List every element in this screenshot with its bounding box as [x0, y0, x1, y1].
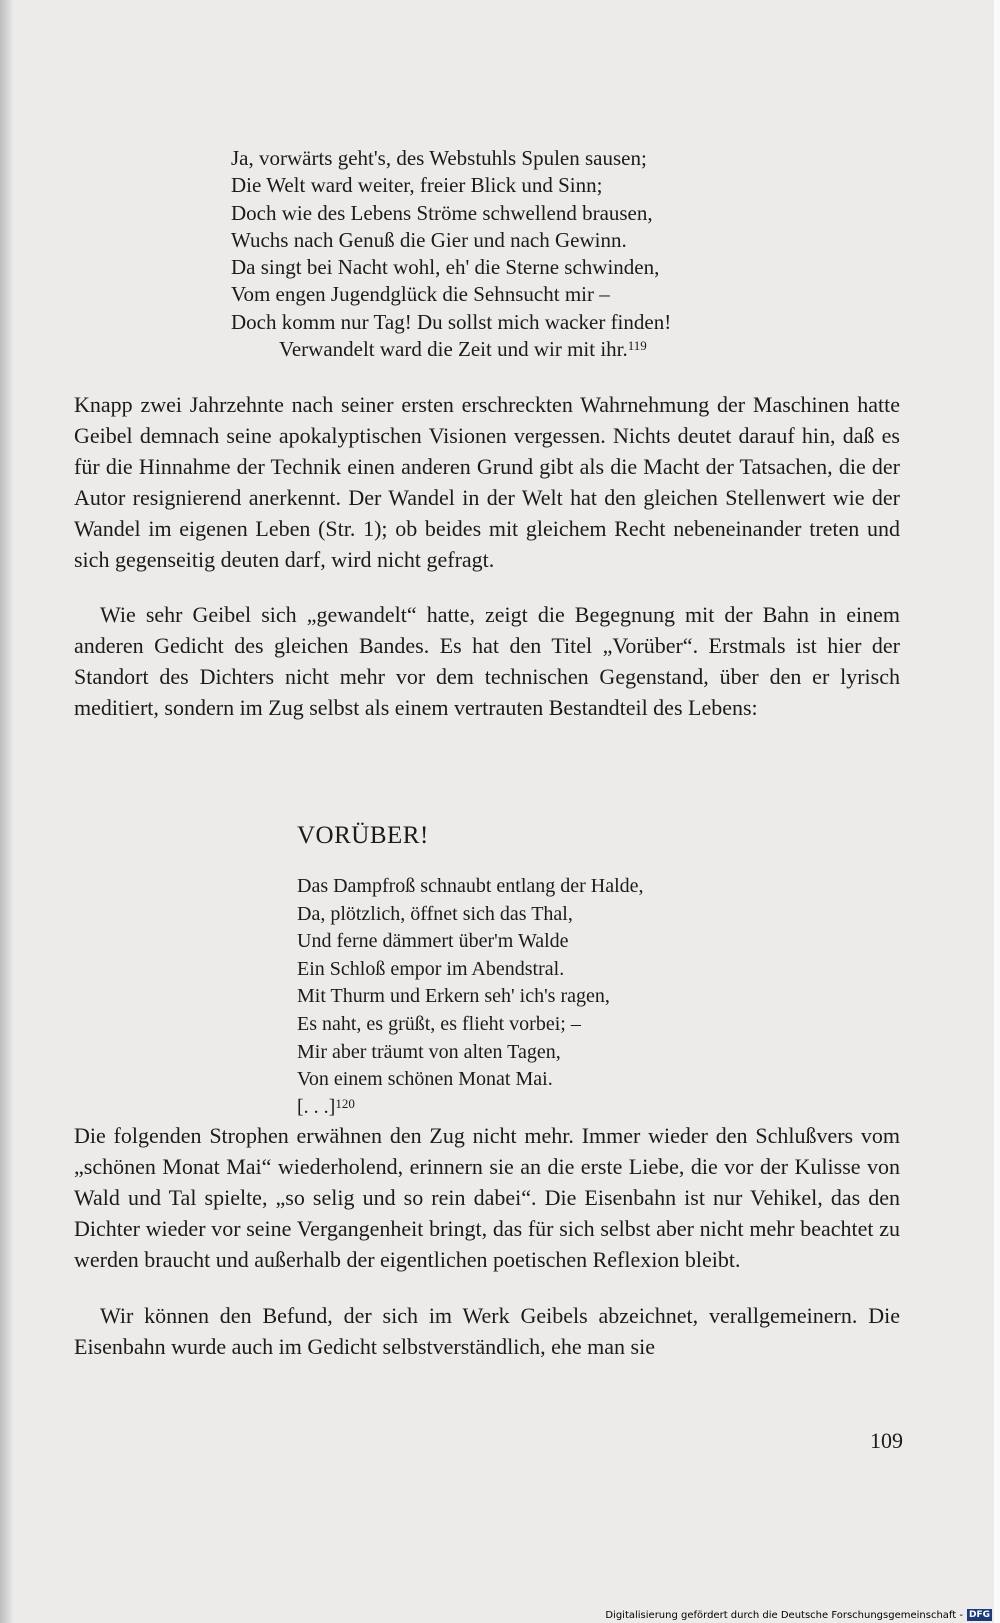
poem-ellipsis	[297, 1094, 644, 1122]
poem-line: Von einem schönen Monat Mai.	[297, 1068, 553, 1091]
body-paragraph-3: Die folgenden Strophen erwähnen den Zug nicht mehr. Immer wieder den Schlußvers vom „schönen Monat Mai“ wiederholend, erinnern sie an die erste Liebe, die vor der Kulisse von Wald und Tal spielte, „so selig und so rein dabei“. Die Eisenbahn ist nur Vehikel, das den Dichter wieder vor seine Vergangenheit bringt, das für sich selbst aber nicht mehr beachtet zu werden braucht und außerhalb der eigentlichen poetischen Reflexion bleibt.	[74, 1123, 900, 1273]
poem-line: Vom engen Jugendglück die Sehnsucht mir –	[231, 282, 610, 307]
poem-line: Und ferne dämmert über'm Walde	[297, 930, 569, 953]
page-number: 109	[870, 1428, 903, 1453]
dfg-logo-icon: DFG	[968, 1610, 990, 1620]
poem-line: Ein Schloß empor im Abendstral.	[297, 957, 565, 980]
poem-line: Das Dampfroß schnaubt entlang der Halde,	[297, 875, 644, 897]
poem-excerpt-2	[297, 873, 644, 1121]
footnote-marker: 119	[627, 338, 647, 354]
poem-line: Mit Thurm und Erkern seh' ich's ragen,	[297, 985, 610, 1008]
poem-line: Ja, vorwärts geht's, des Webstuhls Spulen sausen;	[231, 146, 647, 170]
body-paragraph-2: Wie sehr Geibel sich „gewandelt“ hatte, zeigt die Begegnung mit der Bahn in einem anderen Gedicht des gleichen Bandes. Es hat den Titel „Vorüber“. Erstmals ist hier der Standort des Dichters nicht mehr vor dem technischen Gegenstand, über den er lyrisch meditiert, sondern im Zug selbst als einem vertrauten Bestandteil des Lebens:	[74, 602, 900, 721]
poem-line: Da singt bei Nacht wohl, eh' die Sterne schwinden,	[231, 255, 660, 280]
poem-line: Es naht, es grüßt, es flieht vorbei; –	[297, 1012, 581, 1035]
page-gutter-shadow	[0, 0, 14, 1623]
poem-line: Doch wie des Lebens Ströme schwellend brausen,	[231, 200, 653, 225]
poem-line: Mir aber träumt von alten Tagen,	[297, 1040, 561, 1063]
ellipsis-text: [. . .]	[297, 1095, 336, 1118]
body-paragraph-1: Knapp zwei Jahrzehnte nach seiner ersten erschreckten Wahrnehmung der Maschinen hatte Geibel demnach seine apokalyptischen Visionen vergessen. Nichts deutet darauf hin, daß es für die Hinnahme der Technik einen anderen Grund gibt als die Macht der Tatsachen, die der Autor resignierend anerkennt. Der Wandel in der Welt hat den gleichen Stellenwert wie der Wandel im eigenen Leben (Str. 1); ob beides mit gleichem Recht nebeneinander treten und sich gegenseitig deuten darf, wird nicht gefragt.	[74, 392, 900, 573]
poem-line-last	[231, 336, 671, 363]
poem-line: Doch komm nur Tag! Du sollst mich wacker finden!	[231, 309, 672, 334]
page-edge	[994, 0, 1000, 1623]
poem-excerpt-1	[231, 145, 671, 363]
poem-line-text: Verwandelt ward die Zeit und wir mit ihr.	[279, 337, 628, 362]
poem-title: VORÜBER!	[297, 822, 429, 849]
footer-text: Digitalisierung gefördert durch die Deutsche Forschungsgemeinschaft -	[605, 1609, 963, 1621]
digitization-footer	[605, 1608, 992, 1622]
body-paragraph-4: Wir können den Befund, der sich im Werk Geibels abzeichnet, verallgemeinern. Die Eisenbahn wurde auch im Gedicht selbstverständlich, ehe man sie	[74, 1303, 900, 1360]
footnote-marker: 120	[335, 1095, 355, 1111]
poem-line: Da, plötzlich, öffnet sich das Thal,	[297, 902, 573, 925]
poem-line: Die Welt ward weiter, freier Blick und Sinn;	[231, 173, 603, 198]
poem-line: Wuchs nach Genuß die Gier und nach Gewinn.	[231, 227, 627, 252]
